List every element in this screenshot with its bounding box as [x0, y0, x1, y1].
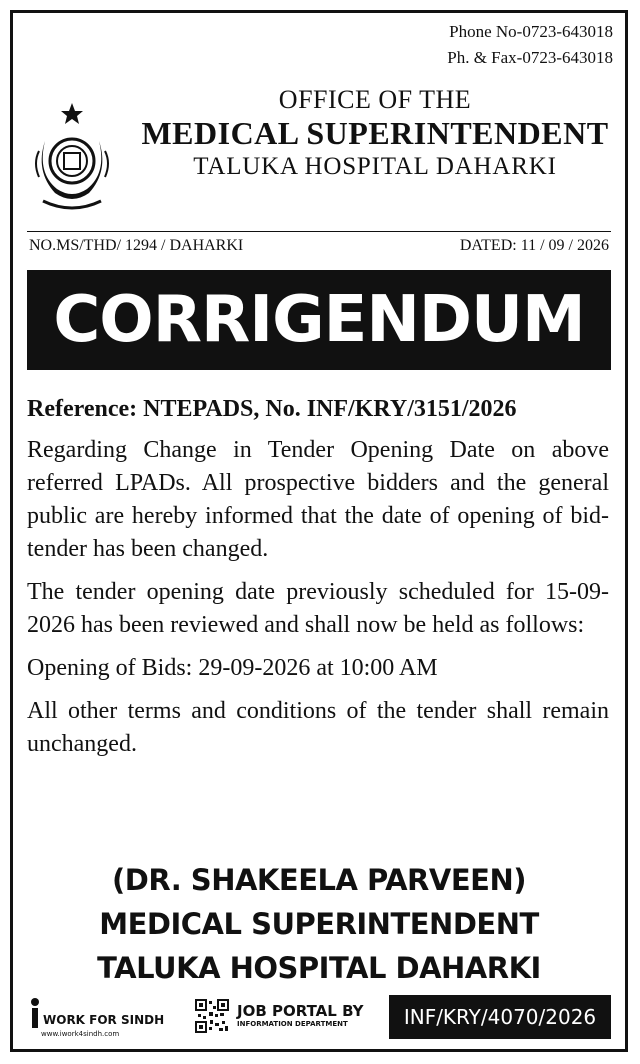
- paragraph-1: Regarding Change in Tender Opening Date on above referred LPADs. All prospective bidders and the general public are hereby informed that the date of opening of bid-tender has been changed.: [27, 437, 609, 562]
- letter-number: NO.MS/THD/ 1294 / DAHARKI: [29, 237, 244, 254]
- phone-number: Phone No-0723-643018: [449, 22, 613, 41]
- qr-code-icon: [195, 999, 229, 1033]
- signature-block: [13, 858, 625, 990]
- job-portal-text: JOB PORTAL BY: [237, 1002, 364, 1020]
- fax-number: Ph. & Fax-0723-643018: [447, 48, 613, 67]
- office-heading: [125, 85, 625, 183]
- advertisement-code: INF/KRY/4070/2026: [389, 995, 611, 1039]
- reference-line: Reference: NTEPADS, No. INF/KRY/3151/2026: [27, 396, 517, 422]
- office-of-the: OFFICE OF THE: [278, 85, 472, 114]
- signatory-title: MEDICAL SUPERINTENDENT: [99, 907, 539, 941]
- hospital-name: TALUKA HOSPITAL DAHARKI: [193, 153, 557, 180]
- paragraph-2: The tender opening date previously scheduled for 15-09-2026 has been reviewed and shall now be held as follows:: [27, 579, 609, 638]
- office-title: MEDICAL SUPERINTENDENT: [141, 115, 609, 151]
- letter-date: DATED: 11 / 09 / 2026: [459, 237, 609, 254]
- footer: [27, 993, 611, 1043]
- job-portal-logo: [237, 1003, 364, 1029]
- work-for-sindh-text: WORK FOR SINDH: [43, 1013, 165, 1027]
- work-for-sindh-url: www.iwork4sindh.com: [41, 1030, 120, 1038]
- person-icon: [29, 997, 41, 1029]
- corrigendum-banner: CORRIGENDUM: [27, 270, 611, 370]
- contact-block: [447, 19, 613, 71]
- reference-row: [27, 231, 611, 260]
- information-department-text: INFORMATION DEPARTMENT: [237, 1020, 348, 1028]
- paragraph-3: Opening of Bids: 29-09-2026 at 10:00 AM: [27, 655, 438, 681]
- notice-page: [10, 10, 628, 1052]
- notice-body: [27, 393, 609, 771]
- signatory-name: (DR. SHAKEELA PARVEEN): [112, 863, 526, 897]
- paragraph-4: All other terms and conditions of the tender shall remain unchanged.: [27, 698, 609, 757]
- sindh-government-emblem-icon: [25, 101, 119, 217]
- signatory-org: TALUKA HOSPITAL DAHARKI: [97, 951, 541, 985]
